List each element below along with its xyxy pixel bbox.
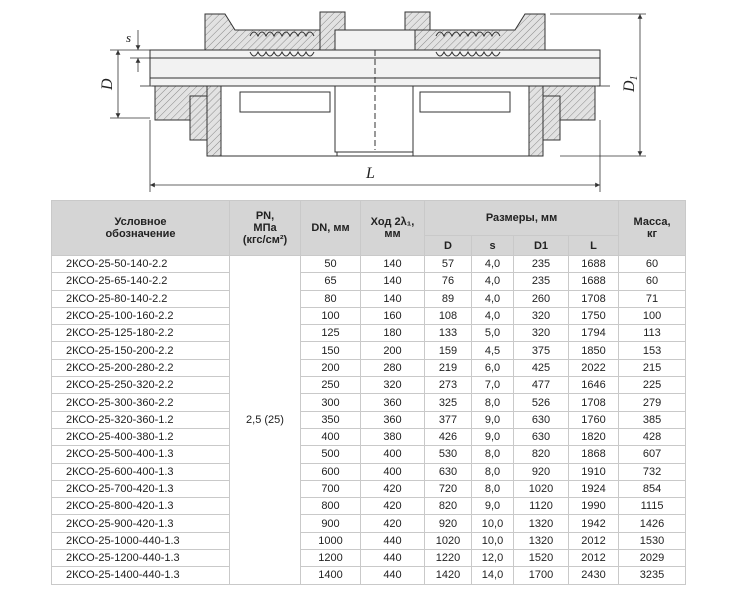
- cell-dn: 250: [301, 377, 361, 394]
- cell-dn: 1000: [301, 532, 361, 549]
- cell-D1: 260: [514, 290, 569, 307]
- technical-drawing: [0, 0, 750, 200]
- cell-s: 10,0: [472, 532, 514, 549]
- cell-mass: 60: [619, 256, 686, 273]
- cell-mass: 854: [619, 480, 686, 497]
- cell-designation: 2КСО-25-150-200-2.2: [52, 342, 230, 359]
- cell-designation: 2КСО-25-500-400-1.3: [52, 446, 230, 463]
- cell-D1: 1320: [514, 515, 569, 532]
- cell-mass: 153: [619, 342, 686, 359]
- cell-L: 1868: [569, 446, 619, 463]
- cell-D: 133: [425, 325, 472, 342]
- cell-D1: 235: [514, 273, 569, 290]
- cell-designation: 2КСО-25-200-280-2.2: [52, 359, 230, 376]
- cell-stroke: 360: [361, 394, 425, 411]
- cell-D: 630: [425, 463, 472, 480]
- table-row: [52, 463, 686, 480]
- table-row: [52, 394, 686, 411]
- cell-mass: 385: [619, 411, 686, 428]
- cell-stroke: 440: [361, 550, 425, 567]
- cell-L: 1794: [569, 325, 619, 342]
- cell-dn: 700: [301, 480, 361, 497]
- header-mass: Масса, кг: [619, 201, 686, 256]
- cell-mass: 607: [619, 446, 686, 463]
- cell-stroke: 440: [361, 567, 425, 584]
- cell-designation: 2КСО-25-300-360-2.2: [52, 394, 230, 411]
- cell-D1: 477: [514, 377, 569, 394]
- cell-D1: 630: [514, 428, 569, 445]
- cell-dn: 65: [301, 273, 361, 290]
- cell-s: 8,0: [472, 463, 514, 480]
- cell-designation: 2КСО-25-250-320-2.2: [52, 377, 230, 394]
- cell-dn: 600: [301, 463, 361, 480]
- table-row: [52, 532, 686, 549]
- cell-s: 4,0: [472, 256, 514, 273]
- cell-D: 1420: [425, 567, 472, 584]
- cell-L: 1750: [569, 307, 619, 324]
- drawing-body: [140, 12, 610, 156]
- cell-L: 1646: [569, 377, 619, 394]
- cell-D1: 1700: [514, 567, 569, 584]
- table-row: [52, 550, 686, 567]
- cell-mass: 2029: [619, 550, 686, 567]
- cell-D1: 1120: [514, 498, 569, 515]
- cell-D1: 1320: [514, 532, 569, 549]
- cell-pn: 2,5 (25): [230, 256, 301, 585]
- header-sub-D1: D1: [514, 236, 569, 256]
- cell-s: 9,0: [472, 428, 514, 445]
- cell-designation: 2КСО-25-80-140-2.2: [52, 290, 230, 307]
- cell-D: 159: [425, 342, 472, 359]
- table-row: [52, 567, 686, 584]
- cell-D: 377: [425, 411, 472, 428]
- dim-label-L: L: [366, 165, 375, 182]
- cell-dn: 1200: [301, 550, 361, 567]
- cell-dn: 125: [301, 325, 361, 342]
- table-row: [52, 498, 686, 515]
- cell-D1: 1020: [514, 480, 569, 497]
- cell-mass: 215: [619, 359, 686, 376]
- cell-s: 8,0: [472, 480, 514, 497]
- cell-s: 4,0: [472, 307, 514, 324]
- cell-s: 4,0: [472, 273, 514, 290]
- header-stroke: Ход 2λ₁, мм: [361, 201, 425, 256]
- cell-s: 12,0: [472, 550, 514, 567]
- cell-stroke: 140: [361, 273, 425, 290]
- cell-mass: 100: [619, 307, 686, 324]
- cell-L: 1708: [569, 290, 619, 307]
- header-dimensions: Размеры, мм: [425, 201, 619, 236]
- cell-designation: 2КСО-25-1000-440-1.3: [52, 532, 230, 549]
- cell-D1: 820: [514, 446, 569, 463]
- table-row: [52, 480, 686, 497]
- cell-s: 8,0: [472, 446, 514, 463]
- cell-s: 14,0: [472, 567, 514, 584]
- cell-D1: 235: [514, 256, 569, 273]
- cell-designation: 2КСО-25-50-140-2.2: [52, 256, 230, 273]
- cell-D: 76: [425, 273, 472, 290]
- cell-s: 8,0: [472, 394, 514, 411]
- cell-stroke: 200: [361, 342, 425, 359]
- cell-mass: 279: [619, 394, 686, 411]
- cell-mass: 1115: [619, 498, 686, 515]
- cell-mass: 1530: [619, 532, 686, 549]
- cell-designation: 2КСО-25-900-420-1.3: [52, 515, 230, 532]
- cell-L: 1990: [569, 498, 619, 515]
- cell-stroke: 440: [361, 532, 425, 549]
- cell-D: 325: [425, 394, 472, 411]
- cell-stroke: 380: [361, 428, 425, 445]
- spec-table-body: [52, 256, 686, 585]
- cell-dn: 300: [301, 394, 361, 411]
- cell-D: 273: [425, 377, 472, 394]
- cell-stroke: 140: [361, 256, 425, 273]
- cell-L: 2430: [569, 567, 619, 584]
- table-row: [52, 377, 686, 394]
- cell-s: 4,0: [472, 290, 514, 307]
- table-row: [52, 515, 686, 532]
- cell-dn: 150: [301, 342, 361, 359]
- cell-designation: 2КСО-25-1200-440-1.3: [52, 550, 230, 567]
- dim-label-s: s: [126, 30, 132, 45]
- cell-D: 89: [425, 290, 472, 307]
- cell-designation: 2КСО-25-700-420-1.3: [52, 480, 230, 497]
- cell-mass: 60: [619, 273, 686, 290]
- cell-designation: 2КСО-25-100-160-2.2: [52, 307, 230, 324]
- cell-stroke: 420: [361, 480, 425, 497]
- cell-s: 6,0: [472, 359, 514, 376]
- cell-stroke: 400: [361, 446, 425, 463]
- cell-D: 820: [425, 498, 472, 515]
- dim-label-D: D: [99, 78, 116, 90]
- cell-designation: 2КСО-25-65-140-2.2: [52, 273, 230, 290]
- cell-L: 1942: [569, 515, 619, 532]
- table-row: [52, 428, 686, 445]
- table-row: [52, 256, 686, 273]
- cell-dn: 500: [301, 446, 361, 463]
- cell-D: 1220: [425, 550, 472, 567]
- header-designation: Условное обозначение: [52, 201, 230, 256]
- cell-D: 1020: [425, 532, 472, 549]
- cell-stroke: 320: [361, 377, 425, 394]
- table-row: [52, 359, 686, 376]
- header-sub-L: L: [569, 236, 619, 256]
- header-dn: DN, мм: [301, 201, 361, 256]
- cell-L: 2012: [569, 550, 619, 567]
- cell-D: 108: [425, 307, 472, 324]
- cell-dn: 400: [301, 428, 361, 445]
- cell-L: 1688: [569, 273, 619, 290]
- spec-table: [51, 200, 686, 585]
- cell-s: 9,0: [472, 411, 514, 428]
- cell-D1: 630: [514, 411, 569, 428]
- cell-s: 4,5: [472, 342, 514, 359]
- cell-L: 1820: [569, 428, 619, 445]
- cell-designation: 2КСО-25-400-380-1.2: [52, 428, 230, 445]
- cell-D1: 320: [514, 325, 569, 342]
- header-pn: PN, МПа (кгс/см²): [230, 201, 301, 256]
- cell-D1: 526: [514, 394, 569, 411]
- cell-D: 57: [425, 256, 472, 273]
- cell-D: 530: [425, 446, 472, 463]
- cell-L: 2012: [569, 532, 619, 549]
- cell-L: 1850: [569, 342, 619, 359]
- cell-mass: 71: [619, 290, 686, 307]
- cell-D1: 320: [514, 307, 569, 324]
- table-row: [52, 446, 686, 463]
- cell-dn: 200: [301, 359, 361, 376]
- cell-designation: 2КСО-25-320-360-1.2: [52, 411, 230, 428]
- table-row: [52, 290, 686, 307]
- cell-s: 10,0: [472, 515, 514, 532]
- cell-dn: 100: [301, 307, 361, 324]
- cell-L: 1708: [569, 394, 619, 411]
- cell-stroke: 420: [361, 498, 425, 515]
- cell-stroke: 140: [361, 290, 425, 307]
- header-sub-D: D: [425, 236, 472, 256]
- cell-D: 219: [425, 359, 472, 376]
- cell-stroke: 180: [361, 325, 425, 342]
- cell-s: 9,0: [472, 498, 514, 515]
- cell-designation: 2КСО-25-600-400-1.3: [52, 463, 230, 480]
- cell-L: 1924: [569, 480, 619, 497]
- cell-stroke: 280: [361, 359, 425, 376]
- cell-L: 1910: [569, 463, 619, 480]
- cell-mass: 732: [619, 463, 686, 480]
- cell-D1: 1520: [514, 550, 569, 567]
- cell-mass: 3235: [619, 567, 686, 584]
- cell-designation: 2КСО-25-800-420-1.3: [52, 498, 230, 515]
- dim-label-D1: D1: [621, 75, 640, 92]
- cell-dn: 80: [301, 290, 361, 307]
- cell-D: 426: [425, 428, 472, 445]
- cell-D: 720: [425, 480, 472, 497]
- cell-D1: 375: [514, 342, 569, 359]
- cell-mass: 225: [619, 377, 686, 394]
- cell-D: 920: [425, 515, 472, 532]
- cell-dn: 1400: [301, 567, 361, 584]
- cell-stroke: 160: [361, 307, 425, 324]
- cell-stroke: 360: [361, 411, 425, 428]
- cell-L: 1688: [569, 256, 619, 273]
- cell-s: 5,0: [472, 325, 514, 342]
- cell-dn: 900: [301, 515, 361, 532]
- cell-D1: 920: [514, 463, 569, 480]
- cell-designation: 2КСО-25-125-180-2.2: [52, 325, 230, 342]
- table-row: [52, 342, 686, 359]
- cell-stroke: 420: [361, 515, 425, 532]
- cell-L: 1760: [569, 411, 619, 428]
- cell-stroke: 400: [361, 463, 425, 480]
- header-sub-s: s: [472, 236, 514, 256]
- table-row: [52, 307, 686, 324]
- cell-dn: 800: [301, 498, 361, 515]
- table-row: [52, 411, 686, 428]
- cell-dn: 350: [301, 411, 361, 428]
- cell-dn: 50: [301, 256, 361, 273]
- cell-D1: 425: [514, 359, 569, 376]
- cell-designation: 2КСО-25-1400-440-1.3: [52, 567, 230, 584]
- cell-mass: 1426: [619, 515, 686, 532]
- cell-s: 7,0: [472, 377, 514, 394]
- cell-L: 2022: [569, 359, 619, 376]
- cell-mass: 113: [619, 325, 686, 342]
- table-row: [52, 325, 686, 342]
- table-row: [52, 273, 686, 290]
- cell-mass: 428: [619, 428, 686, 445]
